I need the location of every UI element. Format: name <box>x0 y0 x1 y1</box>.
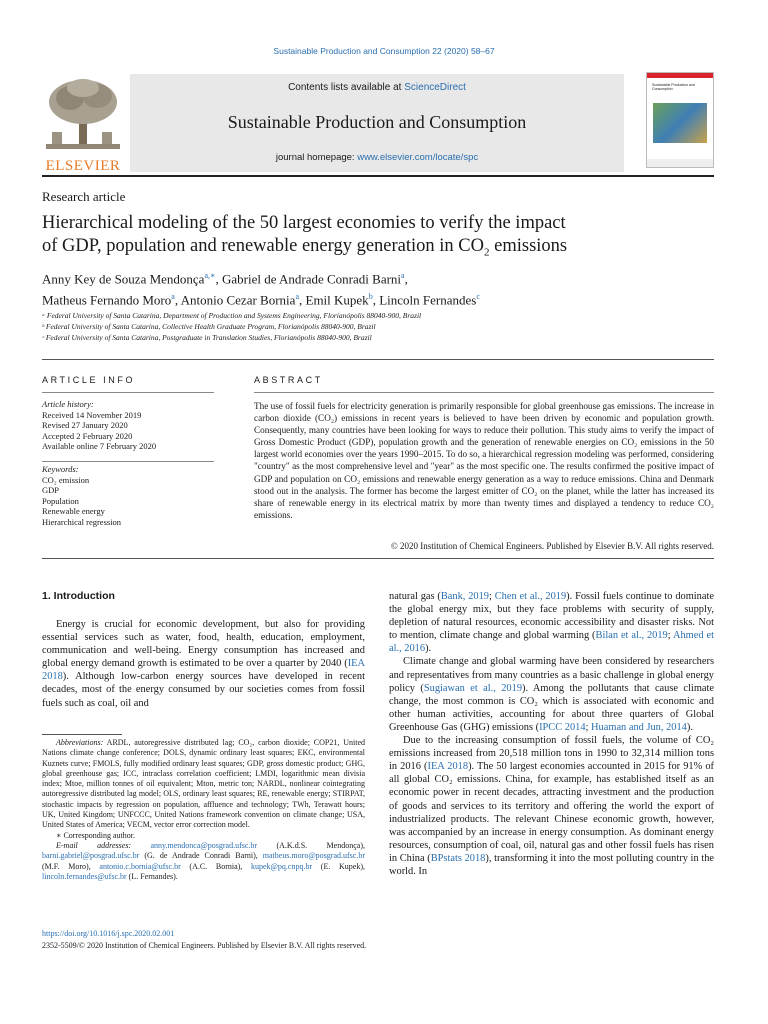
email-link[interactable]: barni.gabriel@posgrad.ufsc.br <box>42 851 140 861</box>
citation-link[interactable]: Bilan et al., 2019 <box>595 630 668 642</box>
keyword: Population <box>42 495 79 506</box>
elsevier-tree-icon <box>42 76 124 156</box>
keywords: Keywords: CO₂ emission GDP Population Renewable energy Hierarchical regression <box>42 464 214 528</box>
author-name[interactable]: Antonio Cezar Bornia <box>180 292 296 308</box>
abstract-bottom-rule <box>42 558 714 559</box>
abstract-heading: ABSTRACT <box>254 375 323 385</box>
author-name[interactable]: Emil Kupek <box>305 292 369 308</box>
author-name[interactable]: Anny Key de Souza Mendonça <box>42 271 205 287</box>
author-name[interactable]: Matheus Fernando Moro <box>42 292 172 308</box>
elsevier-logo[interactable] <box>42 76 124 176</box>
section-heading-introduction: 1. Introduction <box>42 590 115 602</box>
author-name[interactable]: Gabriel de Andrade Conradi Barni <box>221 271 402 287</box>
affiliation: ᵇ Federal University of Santa Catarina, Collective Health Graduate Program, Florianópolis 88040-900, Brazil <box>42 322 376 331</box>
citation-link[interactable]: Ahmed et al., 2016 <box>389 630 714 655</box>
sciencedirect-link[interactable]: ScienceDirect <box>404 82 466 93</box>
footnotes <box>42 738 365 882</box>
doi-link[interactable]: https://doi.org/10.1016/j.spc.2020.02.001 <box>42 929 175 938</box>
title-rule <box>42 359 714 360</box>
author-name[interactable]: Lincoln Fernandes <box>379 292 477 308</box>
keyword: Hierarchical regression <box>42 516 122 527</box>
contents-line: Contents lists available at ScienceDirect <box>288 82 466 93</box>
info-rule <box>42 392 214 393</box>
keyword: CO₂ emission <box>42 474 90 485</box>
abbreviations-footnote: Abbreviations: ARDL, autoregressive distributed lag; CO₂, carbon dioxide; COP21, United Nations climate change conference; DOLS, dynamic ordinary least squares; EKC, environmental Kuznets curve; FMOLS, fully modified ordinary least squares; GDP, gross domestic product; GHG, global greenhouse gas; ICC, intraclass correlation coefficient; LMDI, logarithmic mean divisia index; Mtoe, million tonnes of oil equivalent; Mton, metric ton; NARDL, nonlinear cointegrating autoregressive distributed lag model; OLS, ordinary least squares; RE, renewable energy; STIRPAT, stochastic impacts by regression on population, affluence and technology; TWh, Terawatt hours; UK, United Kingdom; UNFCCC, United Nations framework convention on climate change; USA, United States of America; VECM, vector error correction model. <box>42 738 365 830</box>
affiliation: ᵃ Federal University of Santa Catarina, Department of Production and Systems Engineering, Florianópolis 88040-900, Brazil <box>42 311 422 320</box>
article-type: Research article <box>42 189 126 204</box>
cover-title: Sustainable Production and Consumption <box>652 83 695 91</box>
right-column-text: natural gas (Bank, 2019; Chen et al., 2019). Fossil fuels continue to dominate the global energy mix, but they face problems with security of supply, depletion of natural resources, economic accessibility and disaster risks. Not to mention, climate change and global warming (Bilan et al., 2019; Ahmed et al., 2016). Climate change and global warming have been considered by researchers and representatives from many countries as a basic challenge in global energy policy (Sugiawan et al., 2019). Among the pollutants that cause climate change, the most common is CO₂ which is associated with economic and other human activities, accounting for about three quarters of Global Greenhouse Gas (GHG) emissions (IPCC 2014; Huaman and Jun, 2014). Due to the increasing consumption of fossil fuels, the volume of CO₂ emissions increased from 20,518 million tons in 1990 to 32,314 million tons in 2016 (IEA 2018). The 50 largest economies accounted in 2015 for 91% of all global CO₂ emissions. China, for example, has established itself as an economic power in recent decades, attracting investment and the production of goods and services to its territory and offering the world the export of industrialized products. The relevant Chinese economic growth, however, was accompanied by an increase in energy consumption. As dominant energy resources, consumption of coal, oil, natural gas and other fossil fuels has risen in China (BPstats 2018), transforming it into the most polluting country in the world. In <box>389 591 715 877</box>
email-link[interactable]: antonio.c.bornia@ufsc.br <box>99 861 181 871</box>
journal-reference[interactable]: Sustainable Production and Consumption 22 (2020) 58–67 <box>273 46 495 56</box>
masthead-rule <box>42 175 714 177</box>
cover-image <box>653 103 707 143</box>
article-title: Hierarchical modeling of the 50 largest economies to verify the impact of GDP, population and renewable energy generation in $CO_2$ emissions <box>42 213 568 259</box>
email-link[interactable]: anny.mendonca@posgrad.ufsc.br <box>150 840 258 850</box>
cover-top-stripe <box>647 73 713 78</box>
info-rule <box>42 461 214 462</box>
cover-footer <box>647 159 713 167</box>
citation-link[interactable]: BPstats 2018 <box>430 852 486 864</box>
abstract-copyright: © 2020 Institution of Chemical Engineers. Published by Elsevier B.V. All rights reserved. <box>390 541 714 551</box>
publisher-name: ELSEVIER <box>45 158 121 174</box>
homepage-link[interactable]: www.elsevier.com/locate/spc <box>357 152 479 163</box>
email-link[interactable]: kupek@pq.cnpq.br <box>250 861 313 871</box>
citation-link[interactable]: IEA 2018 <box>427 761 469 773</box>
footnote-rule <box>42 734 122 735</box>
homepage-line: journal homepage: www.elsevier.com/locate/spc <box>275 152 479 163</box>
abstract-text: The use of fossil fuels for electricity generation is primarily responsible for global greenhouse gas emissions. The increase in carbon dioxide (CO₂) emissions in recent years is believed to have been driven by economic and population growth. Consequently, many countries have been looking for ways to reduce their pollution. This study aims to verify the impact of Gross Domestic Product (GDP), population growth and the generation of renewable energies on CO₂ emissions in the 50 largest world economies over the years 1990–2015. To do so, a hierarchical regression modeling was performed, considering "country" as the most comprehensive level and "year" as the most specific one. The results confirmed the positive impact of GDP and population on CO₂ emissions and renewable energy generation as a way to reduce emissions. China and Denmark stood out in the analysis. The former has become the largest emitter of CO₂ on the planet, while the latter has increased its share of renewable energy in its electrical matrix by more than twenty times and displayed a tendency to reduce CO₂ emissions. <box>254 401 714 520</box>
abstract-rule <box>254 392 714 393</box>
email-addresses: E-mail addresses: anny.mendonca@posgrad.ufsc.br (A.K.d.S. Mendonça), barni.gabriel@posgrad.ufsc.br (G. de Andrade Conradi Barni), matheus.moro@posgrad.ufsc.br (M.F. Moro), antonio.c.bornia@ufsc.br (A.C. Bornia), kupek@pq.cnpq.br (E. Kupek), lincoln.fernandes@ufsc.br (L. Fernandes). <box>42 840 366 881</box>
citation-link[interactable]: Huaman and Jun, 2014 <box>591 721 687 733</box>
email-link[interactable]: matheus.moro@posgrad.ufsc.br <box>262 851 365 861</box>
article-history: Article history: Received 14 November 2019 Revised 27 January 2020 Accepted 2 February 2020 Available online 7 February 2020 <box>42 399 157 452</box>
intro-paragraph: Energy is crucial for economic development, but also for providing essential services such as water, food, health, education, employment, communication and well-being. Energy consumption has increased and global energy demand growth is estimated to be over a quarter by 2040 (IEA 2018). Although low-carbon energy sources have developed in recent decades, most of the energy consumed by our societies comes from fossil fuels such as coal, oil and <box>42 619 365 709</box>
citation-link[interactable]: Chen et al., 2019 <box>494 591 567 602</box>
citation-link[interactable]: Sugiawan et al., 2019 <box>423 682 523 694</box>
citation-link[interactable]: IPCC 2014 <box>539 721 586 733</box>
journal-title: Sustainable Production and Consumption <box>227 112 527 132</box>
issn-copyright: 2352-5509/© 2020 Institution of Chemical Engineers. Published by Elsevier B.V. All rights reserved. <box>42 941 367 950</box>
article-info-heading: ARTICLE INFO <box>42 375 136 385</box>
citation-link[interactable]: IEA 2018 <box>42 658 365 683</box>
journal-masthead <box>42 70 714 176</box>
corresponding-author-note: ∗ Corresponding author. <box>56 830 135 840</box>
keyword: Renewable energy <box>42 506 105 517</box>
affiliation: ᶜ Federal University of Santa Catarina, Postgraduate in Translation Studies, Florianópolis 88040-900, Brazil <box>42 333 372 342</box>
keyword: GDP <box>42 485 60 496</box>
citation-link[interactable]: Bank, 2019 <box>440 591 489 602</box>
author-list: Anny Key de Souza Mendonça$^{a,∗}$, Gabriel de Andrade Conradi Barni$^a$, Matheus Fernando Moro$^a$, Antonio Cezar Bornia$^a$, Emil Kupek$^b$, Lincoln Fernandes$^c$ <box>42 271 480 308</box>
journal-cover-thumbnail[interactable] <box>646 72 714 168</box>
email-link[interactable]: lincoln.fernandes@ufsc.br <box>42 871 127 881</box>
